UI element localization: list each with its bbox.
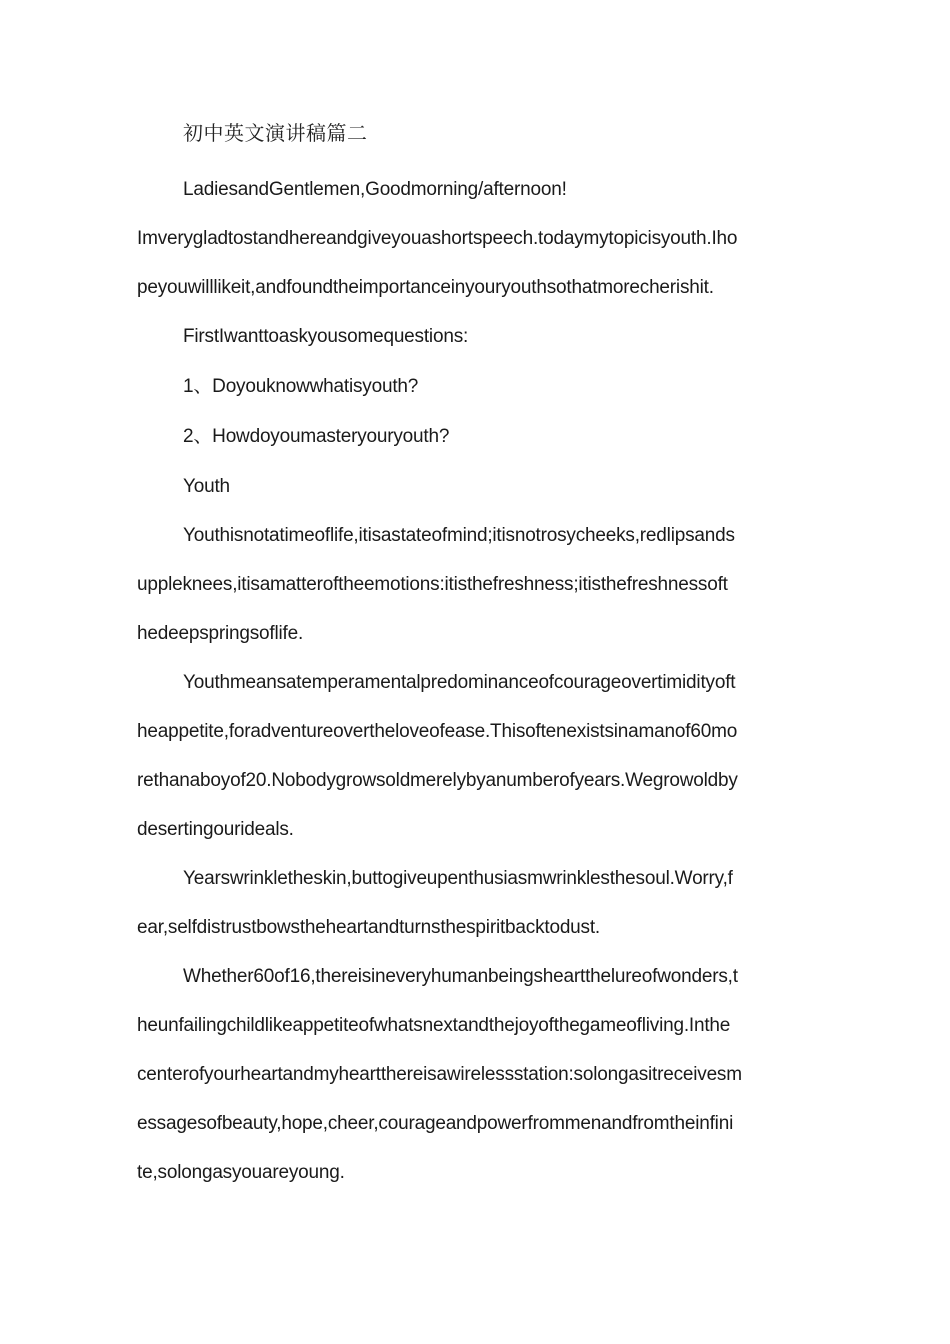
text-line: uppleknees,itisamatteroftheemotions:itisthefreshness;itisthefreshnessoft xyxy=(137,574,728,595)
text-line: rethanaboyof20.Nobodygrowsoldmerelybyanumberofyears.Wegrowoldby xyxy=(137,770,738,791)
text-line: desertingourideals. xyxy=(137,819,294,840)
text-line: Imverygladtostandhereandgiveyouashortspeech.todaymytopicisyouth.Iho xyxy=(137,228,738,249)
text-line: Yearswrinkletheskin,buttogiveupenthusiasmwrinklesthesoul.Worry,f xyxy=(183,868,733,889)
question-item-2: 2、Howdoyoumasteryouryouth? xyxy=(183,426,450,447)
text-line: FirstIwanttoaskyousomequestions: xyxy=(183,326,469,347)
document-title: 初中英文演讲稿篇二 xyxy=(183,121,368,145)
section-heading-youth: Youth xyxy=(183,476,230,497)
text-line: centerofyourheartandmyheartthereisawirelessstation:solongasitreceivesm xyxy=(137,1064,742,1085)
text-line: Youthisnotatimeoflife,itisastateofmind;itisnotrosycheeks,redlipsands xyxy=(183,525,735,546)
question-item-1: 1、Doyouknowwhatisyouth? xyxy=(183,376,419,397)
text-line: hedeepspringsoflife. xyxy=(137,623,304,644)
text-line: Youthmeansatemperamentalpredominanceofcourageovertimidityoft xyxy=(183,672,736,693)
text-line: essagesofbeauty,hope,cheer,courageandpowerfrommenandfromtheinfini xyxy=(137,1113,734,1134)
text-line: peyouwilllikeit,andfoundtheimportanceinyouryouthsothatmorecherishit. xyxy=(137,277,714,298)
text-line: heappetite,foradventureovertheloveofease.Thisoftenexistsinamanof60mo xyxy=(137,721,738,742)
text-line: te,solongasyouareyoung. xyxy=(137,1162,345,1183)
text-line: Whether60of16,thereisineveryhumanbeingsheartthelureofwonders,t xyxy=(183,966,738,987)
text-line: heunfailingchildlikeappetiteofwhatsnextandthejoyofthegameofliving.Inthe xyxy=(137,1015,731,1036)
text-line-greeting: LadiesandGentlemen,Goodmorning/afternoon! xyxy=(183,179,567,200)
text-line: ear,selfdistrustbowstheheartandturnsthespiritbacktodust. xyxy=(137,917,601,938)
